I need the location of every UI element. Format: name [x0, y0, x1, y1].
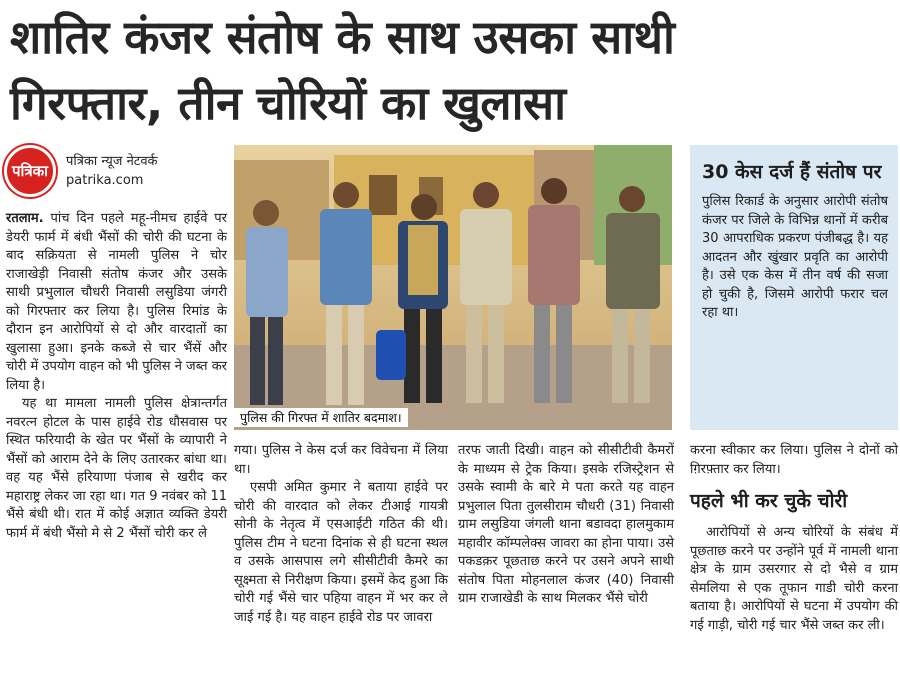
article-column-1	[6, 210, 227, 543]
blue-bag	[376, 330, 406, 380]
article-text: पांच दिन पहले महू-नीमच हाईवे पर डेयरी फार्म में बंधी भैंसों की चोरी की घटना के बाद सक्रियता से नामली पुलिस ने चोर राजाखेड़ी निवासी संतोष कंजर और उसके साथी प्रभुलाल चौधरी निवासी लसुडिया जंगरी को गिरफ्तार कर लिया है। पुलिस रिमांड के दौरान इन आरोपियों से दो और वारदातों का खुलासा हुआ। इनके कब्जे से चार भैंसें और चोरी में उपयोग वाहन को भी पुलिस ने जब्त कर लिया है।	[6, 211, 227, 393]
article-paragraph: गया। पुलिस ने केस दर्ज कर विवेचना में लिया था।	[234, 443, 448, 477]
article-paragraph	[6, 210, 227, 395]
article-paragraph: तरफ जाती दिखी। वाहन को सीसीटीवी कैमरों के माध्यम से ट्रेक किया। इसके रजिस्ट्रेशन से उसके स्वामी के बारे मे पता करते यह वाहन प्रभुलाल पिता तुलसीराम चौधरी (31) निवासी ग्राम लसुडिया जंगली थाना बडावदा हालमुकाम महावीर कॉम्पलेक्स जावरा का होना पाया। उसे पकडक़र पूछताछ करने पर उसने अपने साथी संतोष पिता मोहनलाल कंजर (40) निवासी ग्राम राजाखेडी के साथ मिलकर भैंसे चोरी	[458, 443, 674, 606]
article-paragraph: यह था मामला नामली पुलिस क्षेत्रान्तर्गत नवरत्न होटल के पास हाईवे रोड धौसवास पर स्थित फरियादी के खेत पर भैंसों के व्यापारी ने भैंसों को आराम देने के लिए उतारकर बांधा था। वह यह भैंसे हरियाणा पंजाब से खरीद कर महाराष्ट्र लेकर जा रहा था। गत 9 नवंबर को 11 भैंसे बंधी थी। रात में कोई अज्ञात व्यक्ति डेयरी फार्म में बंधी भैंसो मे से 2 भैंसों चोरी कर ले	[6, 396, 227, 541]
dateline: रतलाम.	[6, 211, 44, 226]
article-paragraph: करना स्वीकार कर लिया। पुलिस ने दोनों को ग़िरफ़्तार कर लिया।	[690, 443, 898, 477]
article-paragraph: आरोपियों से अन्य चोरियों के संबंध में पूछताछ करने पर उन्होंने पूर्व में नामली थाना क्षेत्र के ग्राम उसरगार से दो भैसे व ग्राम सेमलिया से एक तूफान गाडी चोरी करना बताया है। आरोपियों से घटना में उपयोग की गई गाड़ी, चोरी गई चार भैंसे जब्त कर ली।	[690, 525, 898, 633]
headline	[10, 4, 890, 136]
patrika-logo: पत्रिका	[4, 145, 56, 197]
police-arrest-photo	[234, 145, 672, 430]
article-column-2	[234, 442, 448, 627]
sidebar-box	[690, 145, 898, 430]
section-subhead: पहले भी कर चुके चोरी	[690, 490, 848, 512]
news-photo	[234, 145, 672, 430]
byline	[4, 145, 226, 197]
photo-caption: पुलिस की गिरफ्त में शातिर बदमाश।	[234, 408, 408, 427]
byline-name: पत्रिका न्यूज नेटवर्क	[66, 154, 158, 169]
sidebar-title: 30 केस दर्ज हैं संतोष पर	[702, 161, 882, 183]
headline-line-1: शातिर कंजर संतोष के साथ उसका साथी	[10, 10, 675, 64]
byline-site: patrika.com	[66, 173, 144, 188]
article-column-4-continued	[690, 524, 898, 635]
sidebar-body: पुलिस रिकार्ड के अनुसार आरोपी संतोष कंजर पर जिले के विभिन्न थानों में करीब 30 आपराधिक प्रकरण पंजीबद्ध है। यह आदतन और खुंखार प्रवृति का आरोपी है। उसे एक केस में तीन वर्ष की सजा हो चुकी है, जिसमे आरोपी फरार चल रहा था।	[702, 194, 888, 320]
article-column-3	[458, 442, 674, 609]
article-column-4	[690, 442, 898, 479]
headline-line-2: गिरफ्तार, तीन चोरियों का खुलासा	[10, 76, 566, 130]
article-paragraph: एसपी अमित कुमार ने बताया हाईवे पर चोरी की वारदात को लेकर टीआई गायत्री सोनी के नेतृत्व में एसआईटी गठित की थी। पुलिस टीम ने घटना दिनांक से ही घटना स्थल व उसके आसपास लगे सीसीटीवी कैमरे का सूक्ष्मता से निरीक्षण किया। इसमें केद हुआ कि चोरी गई भैंसे चार पहिया वाहन में भर कर ले जाई गई है। यह वाहन हाईवे रोड पर जावरा	[234, 480, 448, 625]
